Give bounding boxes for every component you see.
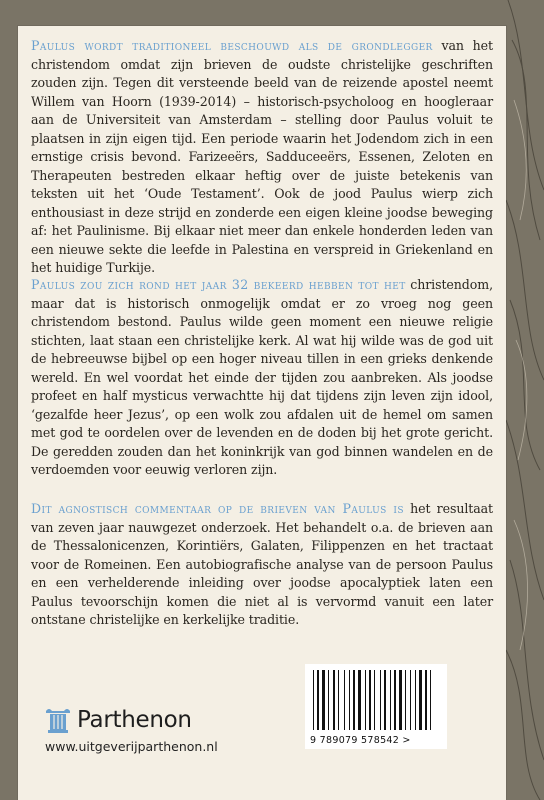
barcode-bars [305,664,447,734]
blurb-paragraph-1 [31,37,493,278]
paragraph-3-body: het resultaat van zeven jaar nauwgezet onderzoek. Het behandelt o.a. de brieven aan de Thessalonicenzen, Korintiërs, Galaten, Filippenzen en het tractaat voor de Romeinen. Een autobiografische analyse van de persoon Paulus en een verhelderende inleiding over joodse apocalyptiek laten een Paulus tevoorschijn komen die niet al is vervormd vanuit een later ontstane christelijke en kerkelijke traditie. [31,501,493,627]
blurb-paragraph-2 [31,276,493,480]
column-icon [45,706,71,734]
publisher-logo [45,704,192,736]
isbn-digits: 9 789079 578542 > [310,735,411,746]
paragraph-3-lead: Dit agnostisch commentaar op de brieven van Paulus is [31,501,404,516]
paragraph-1-lead: Paulus wordt traditioneel beschouwd als de grondlegger [31,38,433,53]
publisher-website: www.uitgeverijparthenon.nl [45,739,218,754]
paragraph-1-body: van het christendom omdat zijn brieven de oudste christelijke geschriften zouden zijn. Tegen dit versteende beeld van de reizende apostel neemt Willem van Hoorn (1939-2014) – historisch-psycholoog en hoogleraar aan de Universiteit van Amsterdam – stelling door Paulus voluit te plaatsen in zijn eigen tijd. Een periode waarin het Jodendom zich in een ernstige crisis bevond. Farizeeërs, Sadduceeërs, Essenen, Zeloten en Therapeuten bestreden elkaar heftig over de juiste betekenis van teksten uit het ‘Oude Testament’. Ook de jood Paulus wierp zich enthousiast in deze strijd en zonderde een eigen kleine joodse beweging af: het Paulinisme. Bij elkaar niet meer dan enkele honderden leden van een nieuwe sekte die leefde in Palestina en verspreid in Griekenland en het huidige Turkije. [31,38,493,275]
blurb-paragraph-3 [31,500,493,630]
publisher-name: Parthenon [77,707,192,733]
paragraph-2-lead: Paulus zou zich rond het jaar 32 bekeerd hebben tot het [31,277,406,292]
paragraph-2-body: christendom, maar dat is historisch onmogelijk omdat er zo vroeg nog geen christendom bestond. Paulus wilde geen moment een nieuwe religie stichten, laat staan een christelijke kerk. Al wat hij wilde was de god uit de hebreeuwse bijbel op een hoger niveau tillen in een grieks denkende wereld. En wel voordat het einde der tijden zou aanbreken. Als joodse profeet en half mysticus verwachtte hij dat tijdens zijn leven zijn idool, ‘gezalfde heer Jezus’, op een wolk zou afdalen uit de hemel om samen met god te oordelen over de levenden en de doden bij het grote gericht. De geredden zouden dan het koninkrijk van god binnen wandelen en de verdoemden voor eeuwig verloren zijn. [31,277,493,477]
